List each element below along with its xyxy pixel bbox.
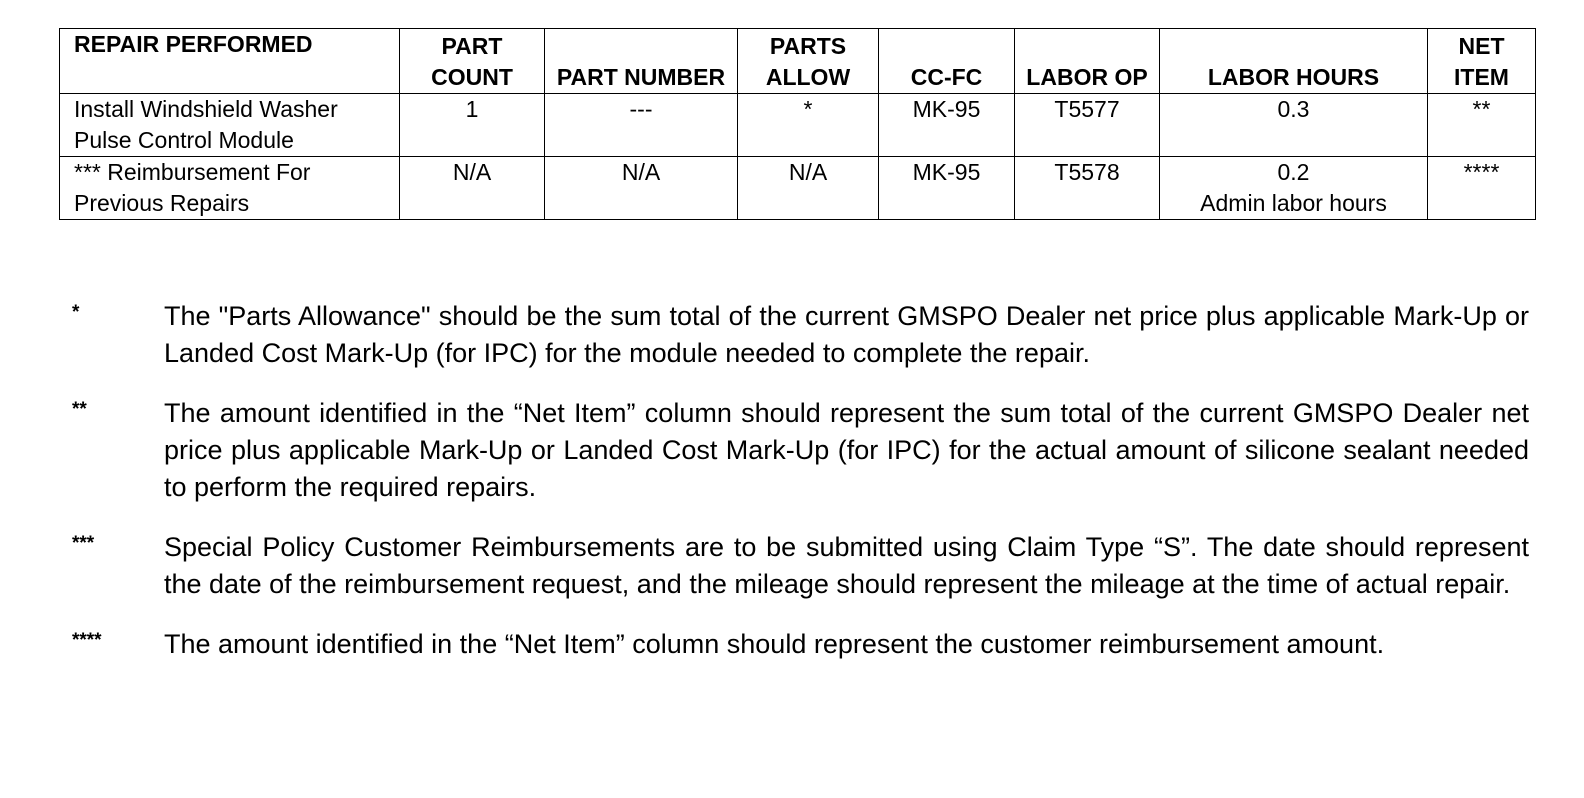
- header-cc-fc: CC-FC: [879, 29, 1015, 94]
- cell-net-item: **: [1428, 94, 1536, 157]
- repair-table: [59, 28, 1536, 220]
- footnote: [64, 626, 1529, 663]
- footnote-marker: *: [72, 302, 80, 323]
- footnotes: [64, 298, 1529, 686]
- header-repair-performed: REPAIR PERFORMED: [60, 29, 400, 94]
- footnote-text: The amount identified in the “Net Item” column should represent the sum total of the current GMSPO Dealer net price plus applicable Mark-Up or Landed Cost Mark-Up (for IPC) for the actual amount of silicone sealant needed to perform the required repairs.: [164, 398, 1529, 502]
- footnote: [64, 298, 1529, 372]
- footnote: [64, 395, 1529, 506]
- header-labor-hours: LABOR HOURS: [1160, 29, 1428, 94]
- footnote-marker: ****: [72, 630, 102, 651]
- cell-part-count: 1: [400, 94, 545, 157]
- footnote-text: The amount identified in the “Net Item” column should represent the customer reimbursement amount.: [164, 629, 1385, 659]
- table-header-row: [60, 29, 1536, 94]
- header-part-number: PART NUMBER: [545, 29, 738, 94]
- table-row: [60, 94, 1536, 157]
- footnote-text: The "Parts Allowance" should be the sum total of the current GMSPO Dealer net price plus applicable Mark-Up or Landed Cost Mark-Up (for IPC) for the module needed to complete the repair.: [164, 301, 1529, 368]
- footnote-marker: **: [72, 399, 87, 420]
- cell-labor-hours: [1160, 94, 1428, 157]
- cell-part-count: N/A: [400, 157, 545, 220]
- cell-labor-hours: [1160, 157, 1428, 220]
- header-parts-allow: PARTS ALLOW: [738, 29, 879, 94]
- labor-hours-value: 0.2: [1277, 159, 1310, 185]
- header-part-count: PART COUNT: [400, 29, 545, 94]
- cell-part-number: N/A: [545, 157, 738, 220]
- footnote: [64, 529, 1529, 603]
- header-labor-op: LABOR OP: [1015, 29, 1160, 94]
- header-net-item: NET ITEM: [1428, 29, 1536, 94]
- footnote-marker: ***: [72, 533, 95, 554]
- cell-repair: *** Reimbursement For Previous Repairs: [60, 157, 400, 220]
- cell-parts-allow: *: [738, 94, 879, 157]
- cell-net-item: ****: [1428, 157, 1536, 220]
- cell-cc-fc: MK-95: [879, 157, 1015, 220]
- cell-parts-allow: N/A: [738, 157, 879, 220]
- cell-labor-op: T5577: [1015, 94, 1160, 157]
- table-row: [60, 157, 1536, 220]
- footnote-text: Special Policy Customer Reimbursements are to be submitted using Claim Type “S”. The date should represent the date of the reimbursement request, and the mileage should represent the mileage at the time of actual repair.: [164, 532, 1529, 599]
- cell-labor-op: T5578: [1015, 157, 1160, 220]
- labor-hours-note: Admin labor hours: [1200, 190, 1387, 216]
- cell-cc-fc: MK-95: [879, 94, 1015, 157]
- labor-hours-value: 0.3: [1277, 96, 1310, 122]
- cell-repair: Install Windshield Washer Pulse Control Module: [60, 94, 400, 157]
- cell-part-number: ---: [545, 94, 738, 157]
